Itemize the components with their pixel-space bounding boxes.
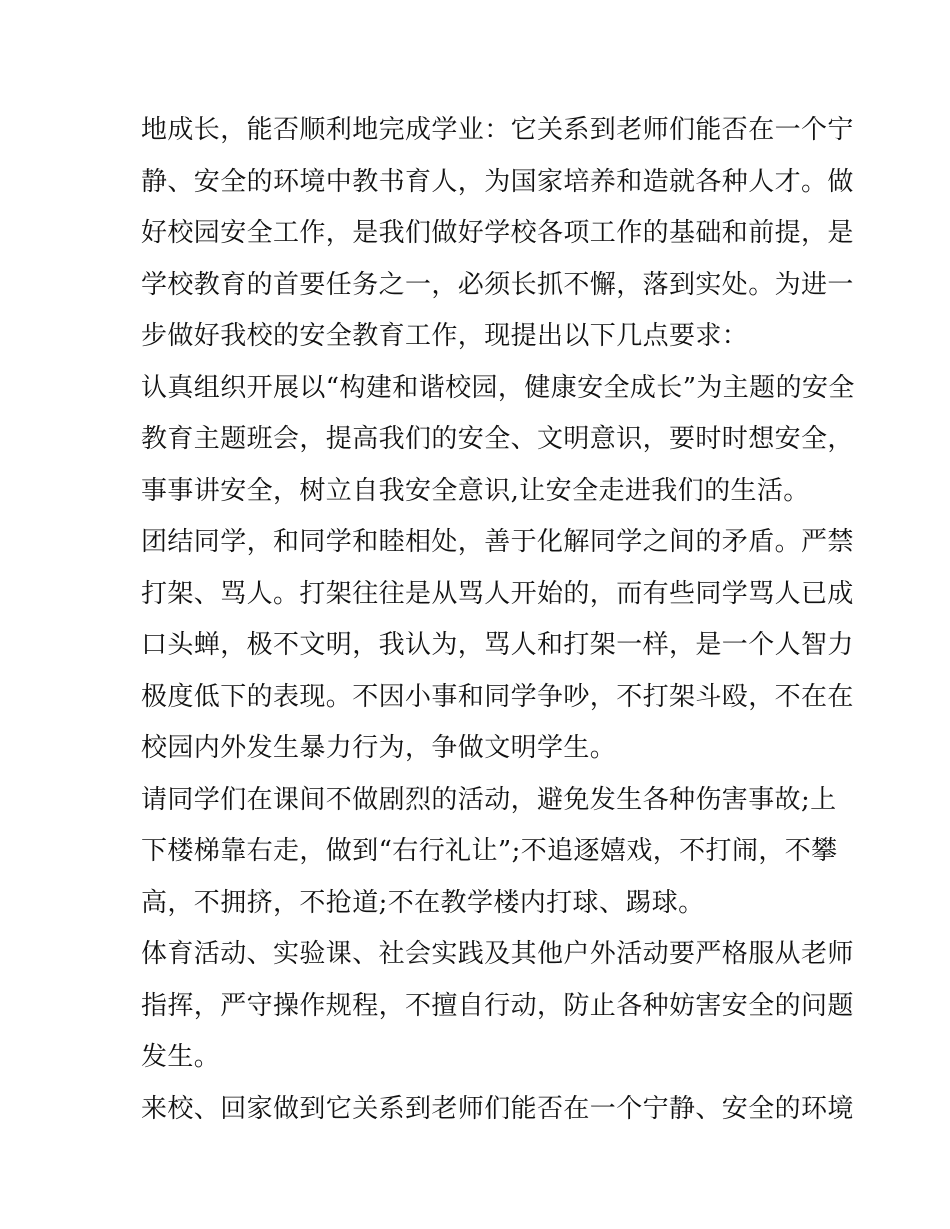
text-line: 认真组织开展以“构建和谐校园，健康安全成长”为主题的安全	[141, 372, 855, 403]
text-line: 极度低下的表现。不因小事和同学争吵，不打架斗殴，不在在	[141, 681, 854, 712]
text-line: 高，不拥挤，不抢道;不在教学楼内打球、踢球。	[141, 887, 705, 918]
text-line: 团结同学，和同学和睦相处，善于化解同学之间的矛盾。严禁	[141, 527, 854, 557]
text-line: 下楼梯靠右走，做到“右行礼让”;不追逐嬉戏，不打闹，不攀	[141, 836, 838, 866]
text-line: 静、安全的环境中教书育人，为国家培养和造就各种人才。做	[141, 166, 854, 197]
text-line: 指挥，严守操作规程，不擅自行动，防止各种妨害安全的问题	[141, 990, 854, 1021]
text-line: 体育活动、实验课、社会实践及其他户外活动要严格服从老师	[141, 939, 854, 969]
text-line: 地成长，能否顺利地完成学业：它关系到老师们能否在一个宁	[141, 115, 854, 145]
text-line: 步做好我校的安全教育工作，现提出以下几点要求：	[141, 321, 749, 351]
text-line: 打架、骂人。打架往往是从骂人开始的，而有些同学骂人已成	[141, 578, 854, 609]
text-line: 学校教育的首要任务之一，必须长抓不懈，落到实处。为进一	[141, 269, 854, 300]
text-line: 事事讲安全，树立自我安全意识,让安全走进我们的生活。	[141, 475, 810, 506]
text-line: 好校园安全工作，是我们做好学校各项工作的基础和前提，是	[141, 218, 854, 248]
document-body	[141, 105, 855, 1135]
text-line: 校园内外发生暴力行为，争做文明学生。	[141, 733, 617, 763]
text-line: 口头蝉，极不文明，我认为，骂人和打架一样，是一个人智力	[141, 630, 854, 660]
text-line: 来校、回家做到它关系到老师们能否在一个宁静、安全的环境	[141, 1093, 854, 1124]
text-line: 发生。	[141, 1042, 221, 1072]
text-line: 教育主题班会，提高我们的安全、文明意识，要时时想安全，	[141, 424, 854, 454]
text-line: 请同学们在课间不做剧烈的活动，避免发生各种伤害事故;上	[141, 784, 837, 815]
